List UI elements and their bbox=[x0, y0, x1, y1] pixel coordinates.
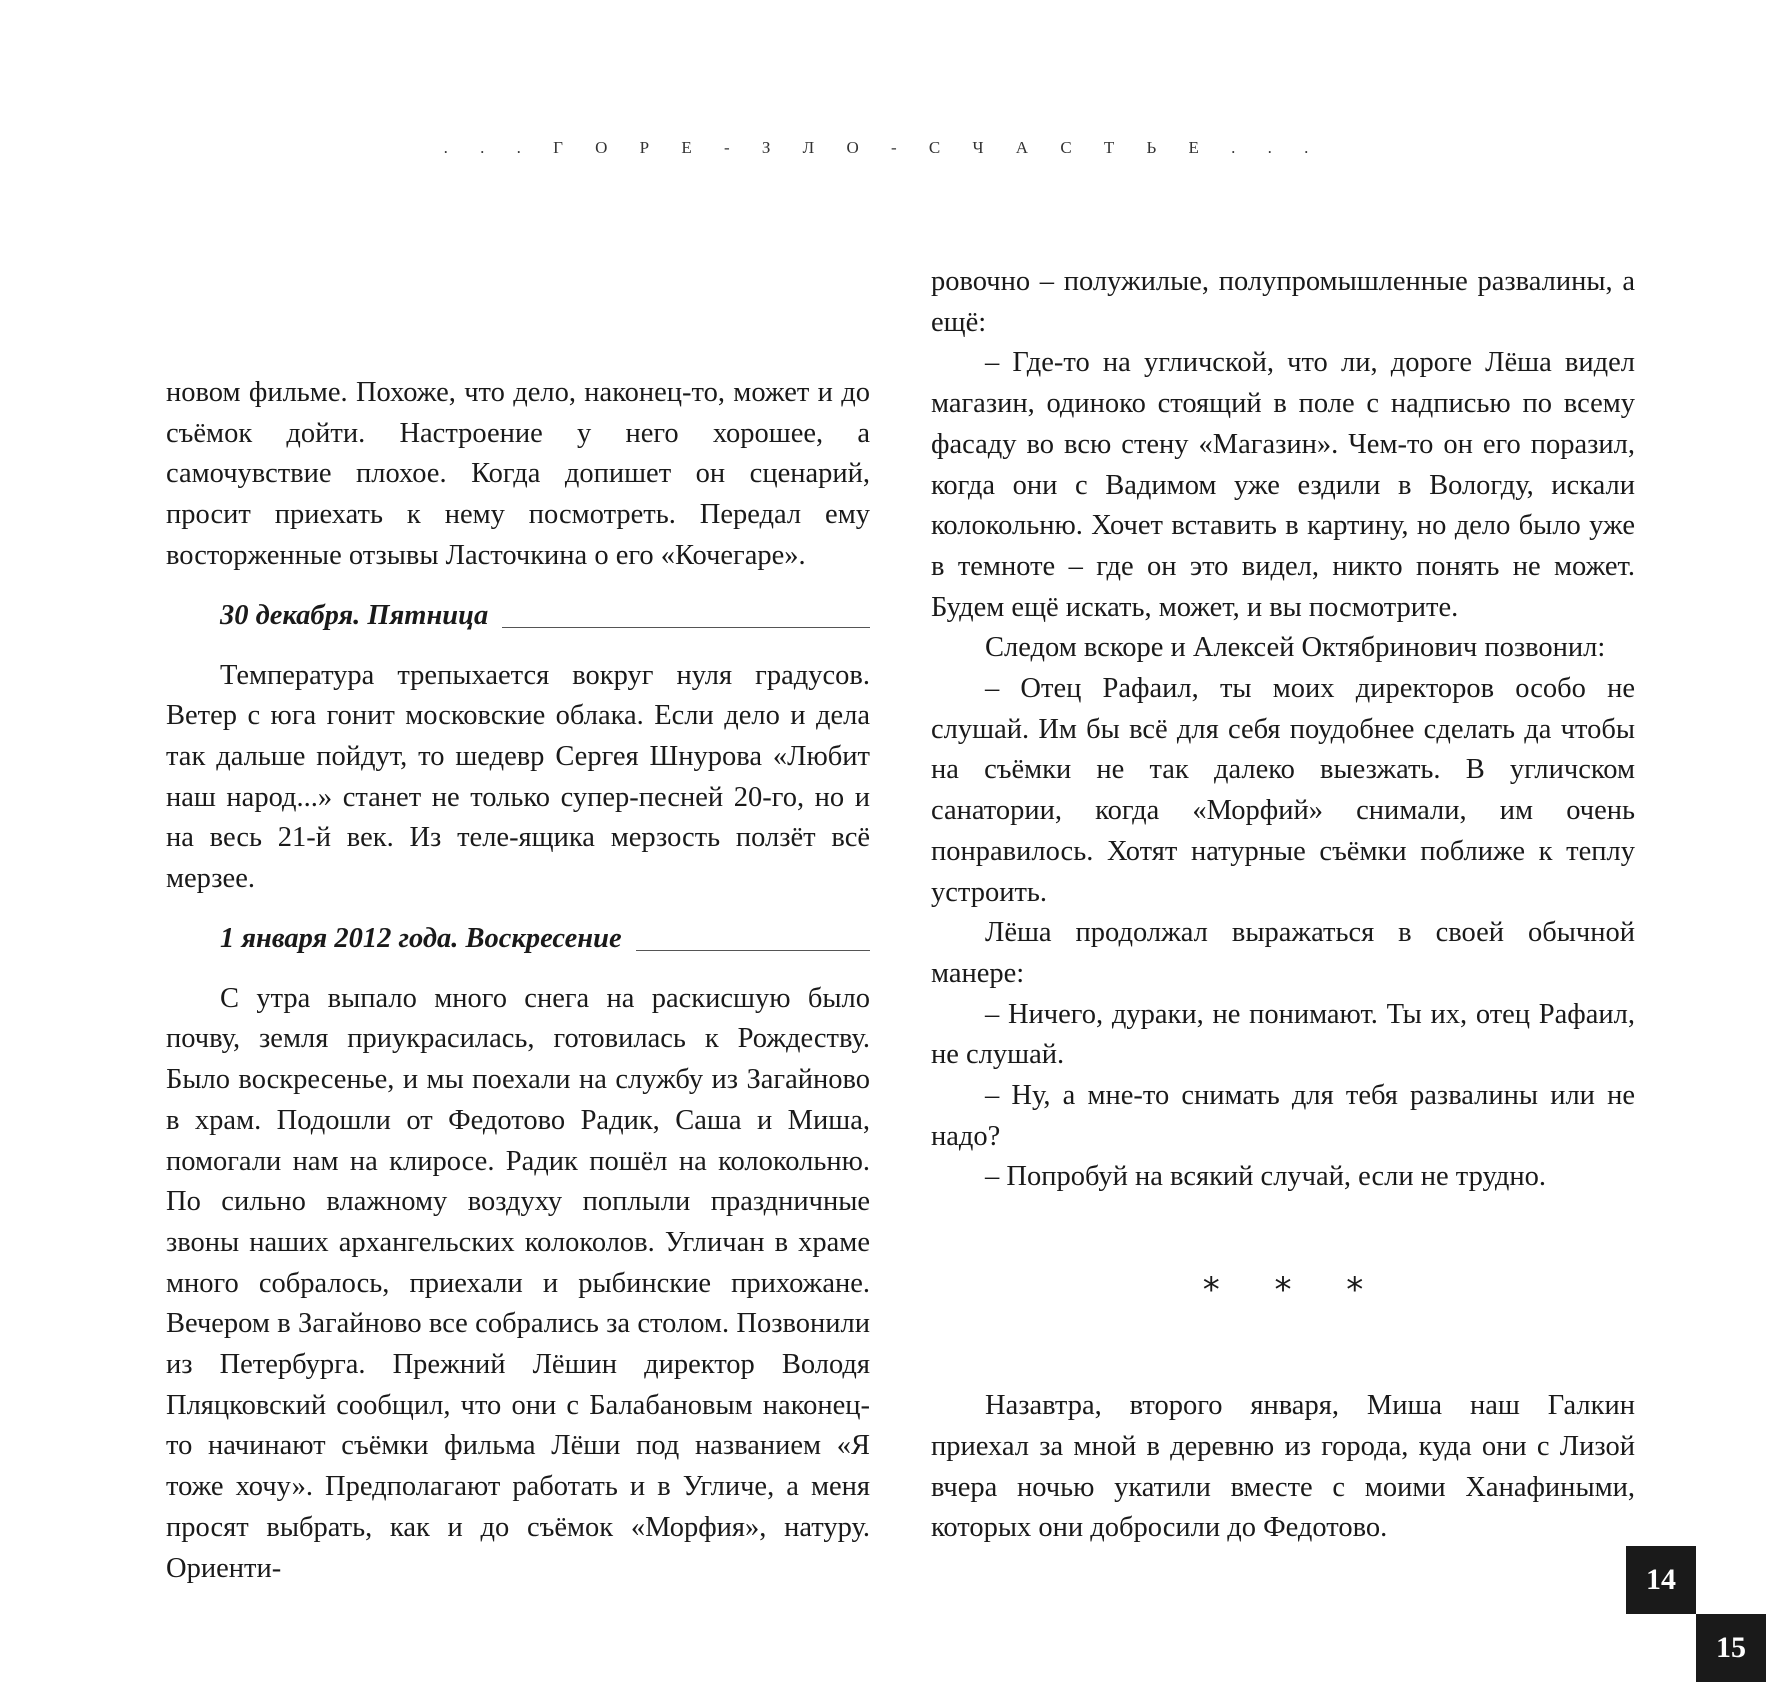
left-column bbox=[166, 373, 870, 1589]
paragraph: – Ничего, дураки, не понимают. Ты их, отец Рафаил, не слушай. bbox=[931, 998, 1635, 1071]
paragraph: Лёша продолжал выражаться в своей обычной манере: bbox=[931, 917, 1635, 989]
date-heading-text: 30 декабря. Пятница bbox=[220, 599, 489, 631]
paragraph: С утра выпало много снега на раскисшую было почву, земля приукрасилась, готовилась к Рождеству. Было воскресенье, и мы поехали на службу из Загайново в храм. Подошли от Федотово Радик, Саша и Миша, помогали нам на клиросе. Радик пошёл на колокольню. По сильно влажному воздуху поплыли праздничные звоны наших архангельских колоколов. Угличан в храме много собралось, приехали и рыбинские прихожане. Вечером в Загайново все собрались за столом. Позвонили из Петербурга. Прежний Лёшин директор Володя Пляцковский сообщил, что они с Балабановым наконец-то начинают съёмки фильма Лёши под названием «Я тоже хочу». Предполагают работать и в Угличе, а меня просят выбрать, как и до съёмок «Морфия», натуру. Ориенти- bbox=[166, 982, 870, 1584]
right-column bbox=[931, 262, 1635, 1549]
paragraph: – Где-то на угличской, что ли, дороге Лёша видел магазин, одиноко стоящий в поле с надписью по всему фасаду во всю стену «Магазин». Чем-то он его поразил, когда они с Вадимом уже ездили в Вологду, искали колокольню. Хочет вставить в картину, но дело было уже в темноте – где он это видел, никто понять не может. Будем ещё искать, может, и вы посмотрите. bbox=[931, 347, 1635, 623]
paragraph: Температура трепыхается вокруг нуля градусов. Ветер с юга гонит московские облака. Если дело и дела так дальше пойдут, то шедевр Сергея Шнурова «Любит наш народ...» станет не только супер-песней 20-го, но и на весь 21-й век. Из теле-ящика мерзость ползёт всё мерзее. bbox=[166, 659, 870, 895]
paragraph: – Ну, а мне-то снимать для тебя развалины или не надо? bbox=[931, 1080, 1635, 1152]
section-separator: * * * bbox=[1202, 1270, 1386, 1311]
heading-rule bbox=[636, 950, 870, 951]
page-number-right: 15 bbox=[1696, 1614, 1766, 1682]
paragraph: – Отец Рафаил, ты моих директоров особо не слушай. Им бы всё для себя поудобнее сделать да чтобы на съёмки не так далеко выезжать. В угличском санатории, когда «Морфий» снимали, им очень понравилось. Хотят натурные съёмки поближе к теплу устроить. bbox=[931, 673, 1635, 908]
heading-rule bbox=[502, 627, 870, 628]
paragraph: Назавтра, второго января, Миша наш Галкин приехал за мной в деревню из города, куда они с Лизой вчера ночью укатили вместе с моими Ханафиными, которых они добросили до Федотово. bbox=[931, 1390, 1635, 1544]
date-heading bbox=[166, 919, 870, 959]
date-heading-text: 1 января 2012 года. Воскресение bbox=[220, 922, 622, 954]
running-head: . . . Г О Р Е - З Л О - С Ч А С Т Ь Е . . . bbox=[443, 138, 1323, 157]
page-number-left: 14 bbox=[1626, 1546, 1696, 1614]
paragraph: новом фильме. Похоже, что дело, наконец-то, может и до съёмок дойти. Настроение у него хорошее, а самочувствие плохое. Когда допишет он сценарий, просит приехать к нему посмотреть. Передал ему восторженные отзывы Ласточкина о его «Кочегаре». bbox=[166, 377, 870, 571]
paragraph: – Попробуй на всякий случай, если не трудно. bbox=[985, 1161, 1547, 1193]
paragraph: Следом вскоре и Алексей Октябринович позвонил: bbox=[985, 632, 1606, 664]
date-heading bbox=[166, 596, 870, 636]
paragraph: ровочно – полужилые, полупромышленные развалины, а ещё: bbox=[931, 266, 1635, 338]
